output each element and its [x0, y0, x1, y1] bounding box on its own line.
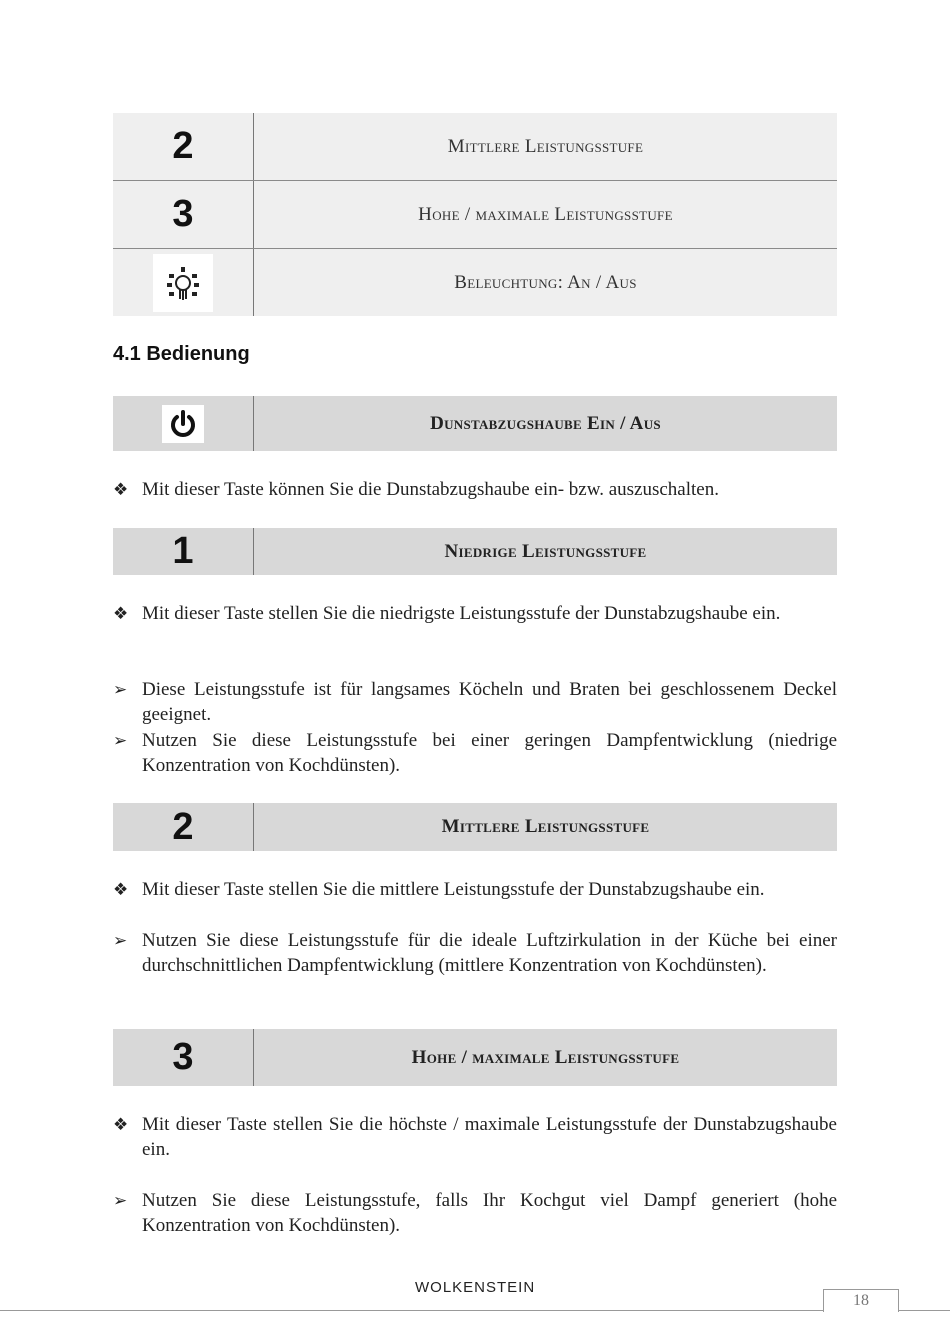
- level3-header: [113, 1029, 837, 1086]
- light-label: Beleuchtung: An / Aus: [454, 271, 637, 293]
- list-item: [113, 877, 837, 902]
- bullet-text: Nutzen Sie diese Leistungsstufe für die ideale Luftzirkulation in der Küche bei einer durchschnittlichen Dampfentwicklung (mittlere Konzentration von Kochdünsten).: [142, 930, 837, 976]
- level-label: Mittlere Leistungsstufe: [447, 135, 644, 157]
- table-row: [113, 180, 837, 248]
- level-number: 3: [113, 1029, 254, 1086]
- power-cell: [113, 396, 254, 451]
- list-item: [113, 601, 837, 626]
- bullet-text: Nutzen Sie diese Leistungsstufe, falls Ihr Kochgut viel Dampf generiert (hohe Konzentration von Kochdünsten).: [142, 1190, 837, 1236]
- bullet-text: Diese Leistungsstufe ist für langsames Köcheln und Braten bei geschlossenem Deckel geeignet.: [142, 679, 837, 725]
- list-item: [113, 677, 837, 727]
- bullet-text: Mit dieser Taste stellen Sie die niedrigste Leistungsstufe der Dunstabzugshaube ein.: [142, 603, 781, 624]
- level-number: 2: [113, 803, 254, 851]
- light-cell: [113, 249, 254, 316]
- level-title: Mittlere Leistungsstufe: [441, 816, 650, 837]
- list-item: [113, 728, 837, 778]
- level-number: 3: [113, 181, 254, 248]
- bullet-symbol: ❖: [113, 1115, 129, 1134]
- power-icon: [162, 405, 204, 443]
- list-item: [113, 928, 837, 978]
- level-number: 2: [113, 113, 254, 180]
- brand-logo: WOLKENSTEIN: [415, 1279, 536, 1296]
- bullet-symbol: ❖: [113, 880, 129, 899]
- table-row: [113, 248, 837, 316]
- power-header: [113, 396, 837, 451]
- light-bulb-icon: [153, 254, 213, 312]
- level-title: Niedrige Leistungsstufe: [444, 540, 647, 562]
- power-title: Dunstabzugshaube Ein / Aus: [430, 412, 661, 434]
- bullet-symbol: ➢: [113, 1191, 128, 1210]
- bullet-text: Mit dieser Taste stellen Sie die höchste / maximale Leistungsstufe der Dunstabzugshaube ein.: [142, 1114, 837, 1160]
- list-item: [113, 1112, 837, 1162]
- bullet-text: Mit dieser Taste stellen Sie die mittlere Leistungsstufe der Dunstabzugshaube ein.: [142, 879, 765, 900]
- level-number: 1: [113, 528, 254, 575]
- bullet-text: Mit dieser Taste können Sie die Dunstabzugshaube ein- bzw. auszuschalten.: [142, 479, 719, 500]
- page-number: 18: [823, 1289, 899, 1312]
- level-title: Hohe / maximale Leistungsstufe: [411, 1046, 680, 1068]
- bullet-symbol: ➢: [113, 931, 128, 950]
- footer-divider: [0, 1310, 950, 1311]
- top-feature-table: [113, 113, 837, 316]
- level-label: Hohe / maximale Leistungsstufe: [418, 203, 673, 225]
- bullet-symbol: ➢: [113, 680, 128, 699]
- list-item: [113, 477, 837, 502]
- section-heading: 4.1 Bedienung: [113, 343, 250, 365]
- bullet-symbol: ❖: [113, 604, 129, 623]
- bullet-symbol: ❖: [113, 480, 129, 499]
- bullet-symbol: ➢: [113, 731, 128, 750]
- level2-header: [113, 803, 837, 851]
- level1-header: [113, 528, 837, 575]
- bullet-text: Nutzen Sie diese Leistungsstufe bei einer geringen Dampfentwicklung (niedrige Konzentration von Kochdünsten).: [142, 730, 837, 776]
- list-item: [113, 1188, 837, 1238]
- table-row: [113, 113, 837, 180]
